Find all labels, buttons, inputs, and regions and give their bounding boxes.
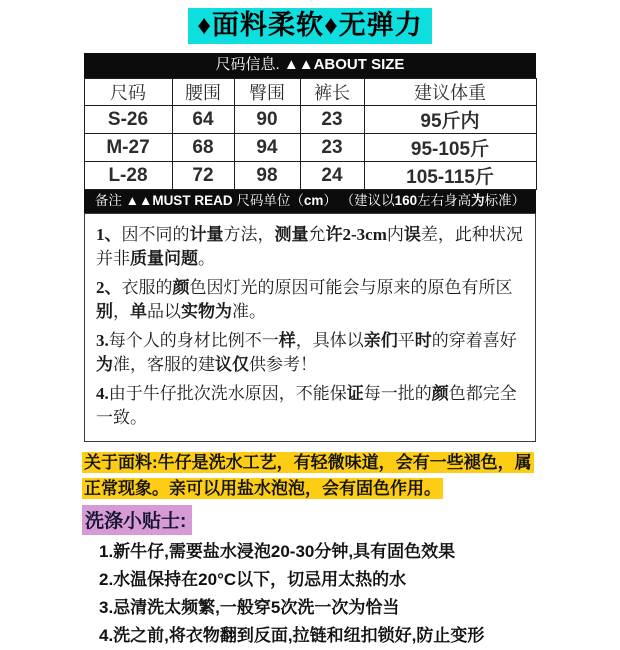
column-header-length: 裤长 bbox=[300, 79, 364, 106]
about-size-bar: 尺码信息. ▲▲ABOUT SIZE bbox=[84, 53, 536, 78]
column-header-hip: 臀围 bbox=[234, 79, 300, 106]
cell-size: M-27 bbox=[84, 134, 172, 162]
cell-waist: 72 bbox=[172, 162, 234, 190]
fabric-note-text: 关于面料:牛仔是洗水工艺，有轻微味道，会有一些褪色，属正常现象。亲可以用盐水泡泡，会有固色作用。 bbox=[84, 453, 532, 499]
must-read-bar: 备注 ▲▲MUST READ 尺码单位（cm） （建议以160左右身高为标准） bbox=[84, 190, 536, 213]
table-row-s26 bbox=[84, 106, 536, 134]
table-row-l28 bbox=[84, 162, 536, 190]
cell-weight: 95-105斤 bbox=[364, 134, 536, 162]
notes-box bbox=[84, 213, 536, 442]
column-header-size: 尺码 bbox=[84, 79, 172, 106]
note-paragraph-1: 1、因不同的计量方法，测量允许2-3cm内误差，此种状况并非质量问题。 bbox=[96, 225, 523, 269]
fabric-note bbox=[82, 450, 538, 502]
column-header-weight: 建议体重 bbox=[364, 79, 536, 106]
cell-length: 23 bbox=[300, 134, 364, 162]
note-paragraph-3: 3.每个人的身材比例不一样，具体以亲们平时的穿着喜好为准，客服的建议仅供参考！ bbox=[96, 331, 517, 375]
title-row bbox=[0, 8, 620, 44]
cell-hip: 94 bbox=[234, 134, 300, 162]
wash-tip-2: 2.水温保持在20°C以下，切忌用太热的水 bbox=[99, 570, 407, 590]
page-title: ♦面料柔软♦无弹力 bbox=[188, 8, 432, 44]
wash-tip-3: 3.忌清洗太频繁,一般穿5次洗一次为恰当 bbox=[99, 598, 400, 618]
note-paragraph-4: 4.由于牛仔批次洗水原因，不能保证每一批的颜色都完全一致。 bbox=[96, 384, 517, 428]
cell-waist: 68 bbox=[172, 134, 234, 162]
wash-tips-label: 洗涤小贴士: bbox=[82, 505, 192, 535]
column-header-waist: 腰围 bbox=[172, 79, 234, 106]
cell-hip: 90 bbox=[234, 106, 300, 134]
wash-tip-4: 4.洗之前,将衣物翻到反面,拉链和纽扣锁好,防止变形 bbox=[99, 626, 485, 646]
wash-tips-list bbox=[99, 538, 620, 650]
table-row-m27 bbox=[84, 134, 536, 162]
cell-weight: 105-115斤 bbox=[364, 162, 536, 190]
cell-hip: 98 bbox=[234, 162, 300, 190]
cell-size: S-26 bbox=[84, 106, 172, 134]
wash-tips-label-row bbox=[82, 505, 538, 533]
size-table-header-row bbox=[84, 79, 536, 106]
wash-tip-1: 1.新牛仔,需要盐水浸泡20-30分钟,具有固色效果 bbox=[99, 542, 456, 562]
note-paragraph-2: 2、衣服的颜色因灯光的原因可能会与原来的原色有所区别，单品以实物为准。 bbox=[96, 278, 513, 322]
size-table bbox=[84, 78, 537, 190]
cell-length: 23 bbox=[300, 106, 364, 134]
cell-size: L-28 bbox=[84, 162, 172, 190]
cell-waist: 64 bbox=[172, 106, 234, 134]
cell-length: 24 bbox=[300, 162, 364, 190]
cell-weight: 95斤内 bbox=[364, 106, 536, 134]
